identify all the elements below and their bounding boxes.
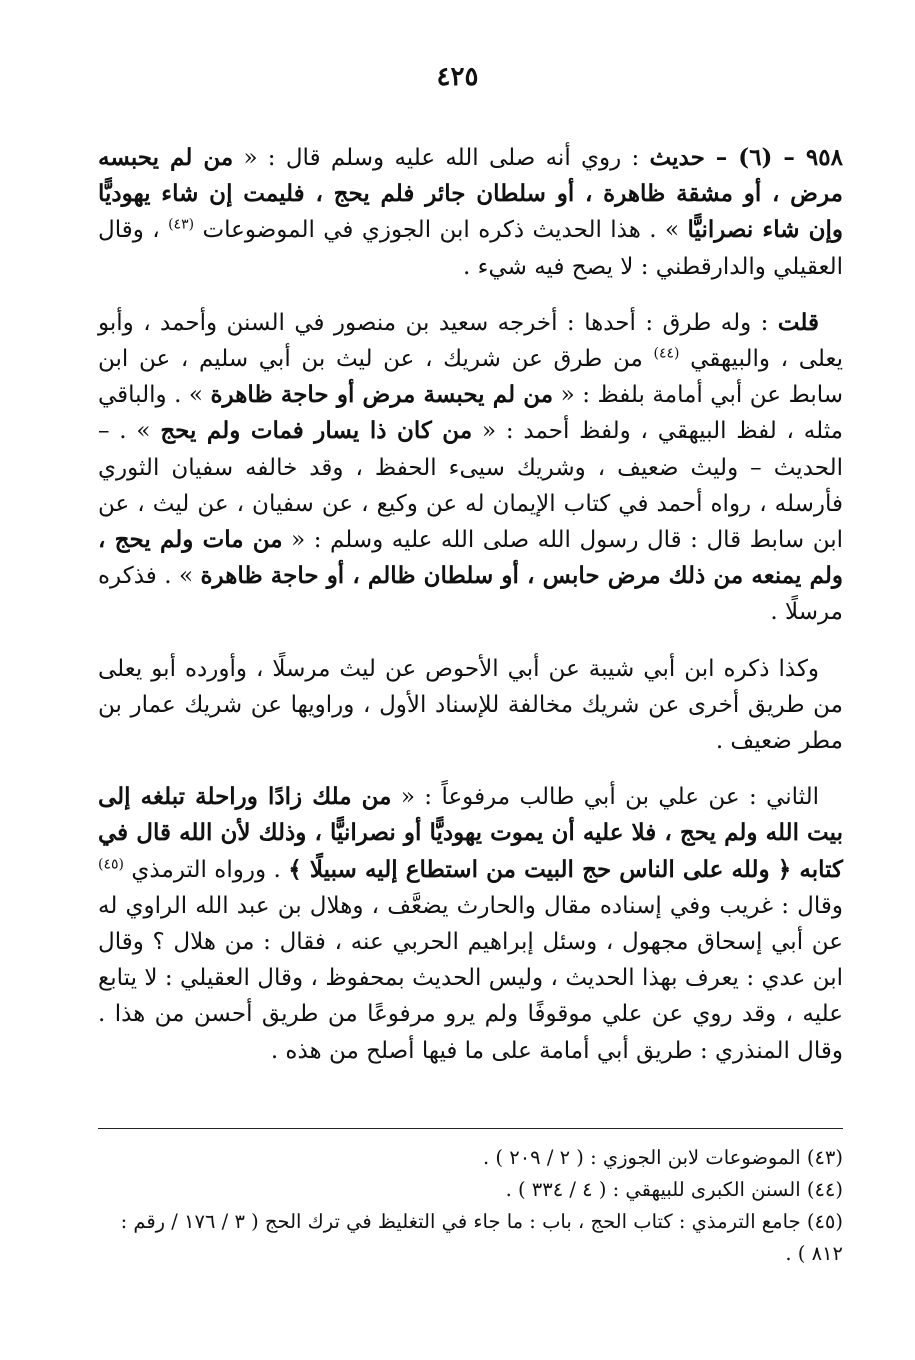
paragraph-hadith-958 xyxy=(98,140,843,285)
bold-hadith-text: من لم يحبسة مرض أو حاجة ظاهرة xyxy=(210,381,554,409)
paragraph-second-route xyxy=(98,779,843,1069)
body-text: » . والباقي مثله ، لفظ البيهقي ، ولفظ أحمد : « xyxy=(98,382,843,445)
footnotes xyxy=(98,1142,843,1270)
footnote-43: (٤٣) الموضوعات لابن الجوزي : ( ٢ / ٢٠٩ ) . xyxy=(483,1146,843,1169)
body-text: : وله طرق : أحدها : أخرجه سعيد بن منصور في السنن وأحمد ، وأبو يعلى ، والبيهقي xyxy=(98,309,843,373)
paragraph-ibn-abi-shaybah xyxy=(98,651,843,760)
bold-hadith-text: من كان ذا يسار فمات ولم يحج xyxy=(160,417,473,445)
bold-hadith-text: قلت xyxy=(777,308,819,336)
footnote-divider xyxy=(98,1128,843,1129)
body-text: : روي أنه صلى الله عليه وسلم قال : « xyxy=(233,145,650,171)
footnote-44: (٤٤) السنن الكبرى للبيهقي : ( ٤ / ٣٣٤ ) . xyxy=(505,1178,843,1201)
body-text: الثاني : عن علي بن أبي طالب مرفوعاً : « xyxy=(391,784,820,811)
paragraph-qultu xyxy=(98,305,843,631)
footnote-reference[interactable]: (٤٤) xyxy=(653,345,680,362)
footnote-reference[interactable]: (٤٥) xyxy=(98,856,124,872)
body-text: . ورواه الترمذي xyxy=(123,856,289,883)
bold-hadith-text: من مات ولم يحج ، ولم يمنعه من ذلك مرض حابس ، أو سلطان ظالم ، أو حاجة ظاهرة xyxy=(98,526,844,590)
page-number: ٤٢٥ xyxy=(436,62,479,92)
body-text: وقال : غريب وفي إسناده مقال والحارث يضعَّف ، وهلال بن عبد الله الراوي له عن أبي إسحاق مجهول ، وسئل إبراهيم الحربي عنه ، فقال : من هلال ؟ وقال ابن عدي : يعرف بهذا الحديث ، وليس الحديث بمحفوظ ، وقال العقيلي : لا يتابع عليه ، وقد روي عن علي موقوفًا ولم يرو مرفوعًا من طريق أحسن من هذا . وقال المنذري : طريق أبي أمامة على ما فيها أصلح من هذه . xyxy=(98,892,843,1064)
body-text: وكذا ذكره ابن أبي شيبة عن أبي الأحوص عن ليث مرسلًا ، وأورده أبو يعلى من طريق أخرى عن شريك مخالفة للإسناد الأول ، وراويها عن شريك عمار بن مطر ضعيف . xyxy=(98,655,843,755)
body-text: » . – الحديث – وليث ضعيف ، وشريك سيىء الحفظ ، وقد خالفه سفيان الثوري فأرسله ، رواه أحمد في كتاب الإيمان له عن وكيع ، عن سفيان ، عن ليث ، عن ابن سابط قال : قال رسول الله صلى الله عليه وسلم : « xyxy=(98,418,844,554)
main-text xyxy=(98,140,843,1089)
body-text: » . فذكره مرسلًا . xyxy=(98,563,843,626)
footnote-reference[interactable]: (٤٣) xyxy=(168,216,195,233)
bold-hadith-text: من ملك زادًا وراحلة تبلغه إلى بيت الله ولم يحج ، فلا عليه أن يموت يهوديًّا أو نصرانيًّا ، وذلك لأن الله قال في كتابه ﴿ ولله على الناس حج البيت من استطاع إليه سبيلًا ﴾ xyxy=(98,783,843,883)
body-text: ، وقال العقيلي والدارقطني : لا يصح فيه شيء . xyxy=(98,217,843,280)
bold-hadith-text: من لم يحبسه مرض ، أو مشقة ظاهرة ، أو سلطان جائر فلم يحج ، فليمت إن شاء يهوديًّا وإن شاء نصرانيًّا xyxy=(98,144,843,244)
bold-hadith-text: ٩٥٨ – (٦) – حديث xyxy=(649,144,843,171)
body-text: » . هذا الحديث ذكره ابن الجوزي في الموضوعات xyxy=(194,217,688,244)
footnote-45: (٤٥) جامع الترمذي : كتاب الحج ، باب : ما جاء في التغليظ في ترك الحج ( ٣ / ١٧٦ / رقم : ٨١٢ ) . xyxy=(120,1210,843,1265)
body-text: من طرق عن شريك ، عن ليث بن أبي سليم ، عن ابن سابط عن أبي أمامة بلفظ : « xyxy=(98,346,843,409)
